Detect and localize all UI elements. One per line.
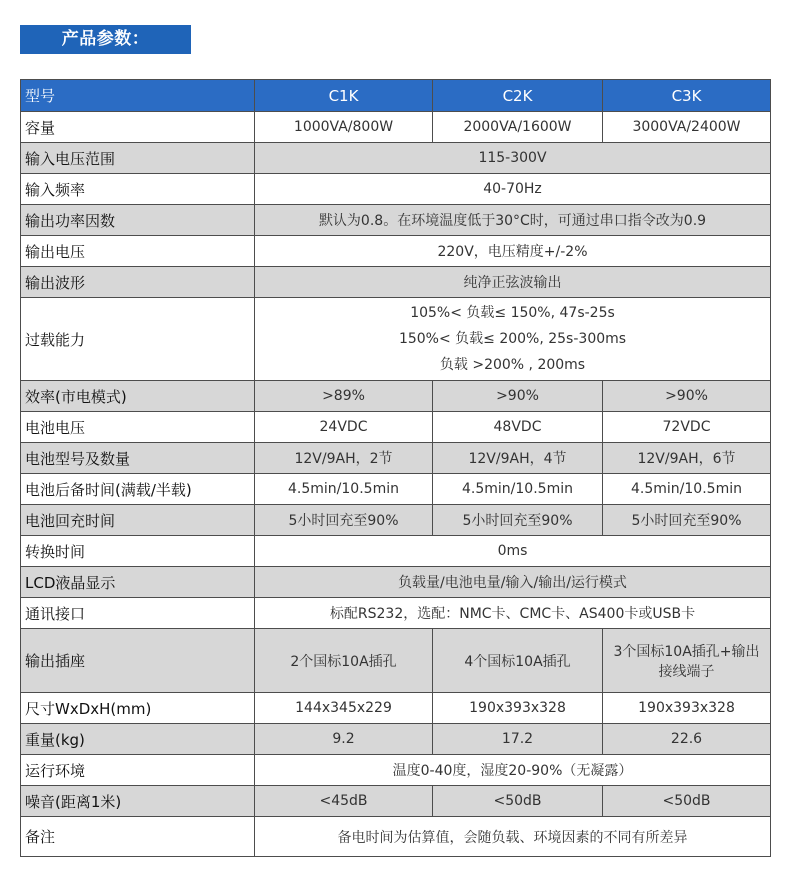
table-row-recharge-time [21, 505, 771, 536]
cell-value: 1000VA/800W [255, 112, 433, 143]
row-label: 电池回充时间 [21, 505, 255, 536]
cell-value: >89% [255, 381, 433, 412]
cell-value: 温度0-40度，湿度20-90%（无凝露） [255, 755, 771, 786]
header-label: 型号 [21, 80, 255, 112]
row-label: 通讯接口 [21, 598, 255, 629]
cell-value: 2000VA/1600W [433, 112, 603, 143]
row-label: 输出电压 [21, 236, 255, 267]
row-label: 输入频率 [21, 174, 255, 205]
cell-value: 2个国标10A插孔 [255, 629, 433, 693]
cell-value: 190x393x328 [603, 693, 771, 724]
cell-value: 48VDC [433, 412, 603, 443]
row-label: 输入电压范围 [21, 143, 255, 174]
cell-value: 24VDC [255, 412, 433, 443]
cell-value: 标配RS232，选配：NMC卡、CMC卡、AS400卡或USB卡 [255, 598, 771, 629]
cell-value: 144x345x229 [255, 693, 433, 724]
table-row-capacity [21, 112, 771, 143]
table-row-output-waveform [21, 267, 771, 298]
table-row-noise [21, 786, 771, 817]
table-row-transfer-time [21, 536, 771, 567]
row-label: 噪音(距离1米) [21, 786, 255, 817]
table-row-battery-voltage [21, 412, 771, 443]
row-label: 电池型号及数量 [21, 443, 255, 474]
cell-value: >90% [603, 381, 771, 412]
cell-value: <50dB [433, 786, 603, 817]
row-label: 尺寸WxDxH(mm) [21, 693, 255, 724]
row-label: 效率(市电模式) [21, 381, 255, 412]
spec-table [20, 79, 771, 857]
section-title: 产品参数： [20, 25, 191, 54]
cell-value: 12V/9AH，2节 [255, 443, 433, 474]
table-row-efficiency [21, 381, 771, 412]
row-label: 输出功率因数 [21, 205, 255, 236]
table-row-output-power-factor [21, 205, 771, 236]
table-row-input-frequency [21, 174, 771, 205]
cell-value: 3000VA/2400W [603, 112, 771, 143]
table-row-input-voltage [21, 143, 771, 174]
cell-value: 4个国标10A插孔 [433, 629, 603, 693]
overload-line: 105%< 负载≤ 150%, 47s-25s [410, 305, 615, 321]
cell-value: 9.2 [255, 724, 433, 755]
row-label: 容量 [21, 112, 255, 143]
cell-value: 4.5min/10.5min [255, 474, 433, 505]
cell-value: 4.5min/10.5min [603, 474, 771, 505]
header-model: C3K [603, 80, 771, 112]
cell-value-multiline [255, 298, 771, 381]
cell-value: 备电时间为估算值，会随负载、环境因素的不同有所差异 [255, 817, 771, 857]
row-label: 重量(kg) [21, 724, 255, 755]
cell-value: 默认为0.8。在环境温度低于30°C时，可通过串口指令改为0.9 [255, 205, 771, 236]
row-label: 电池后备时间(满载/半载) [21, 474, 255, 505]
table-row-overload [21, 298, 771, 381]
cell-value: 5小时回充至90% [255, 505, 433, 536]
table-row-output-voltage [21, 236, 771, 267]
header-model: C1K [255, 80, 433, 112]
cell-value: >90% [433, 381, 603, 412]
cell-value: 190x393x328 [433, 693, 603, 724]
table-row-environment [21, 755, 771, 786]
cell-value: 纯净正弦波输出 [255, 267, 771, 298]
cell-value: 5小时回充至90% [603, 505, 771, 536]
header-model: C2K [433, 80, 603, 112]
row-label: LCD液晶显示 [21, 567, 255, 598]
cell-value: <45dB [255, 786, 433, 817]
overload-line: 负载 >200% , 200ms [439, 357, 586, 373]
table-row-dimensions [21, 693, 771, 724]
cell-value: 12V/9AH，6节 [603, 443, 771, 474]
cell-value: 115-300V [255, 143, 771, 174]
cell-value: 12V/9AH，4节 [433, 443, 603, 474]
row-label: 输出波形 [21, 267, 255, 298]
cell-value: <50dB [603, 786, 771, 817]
row-label: 过载能力 [21, 298, 255, 381]
row-label: 备注 [21, 817, 255, 857]
cell-value: 负载量/电池电量/输入/输出/运行模式 [255, 567, 771, 598]
table-row-lcd [21, 567, 771, 598]
table-row-outlets [21, 629, 771, 693]
cell-value: 0ms [255, 536, 771, 567]
cell-value: 3个国标10A插孔+输出接线端子 [603, 629, 771, 693]
overload-line: 150%< 负载≤ 200%, 25s-300ms [398, 331, 627, 347]
row-label: 转换时间 [21, 536, 255, 567]
cell-value: 72VDC [603, 412, 771, 443]
cell-value: 22.6 [603, 724, 771, 755]
row-label: 输出插座 [21, 629, 255, 693]
table-row-remark [21, 817, 771, 857]
row-label: 电池电压 [21, 412, 255, 443]
cell-value: 220V，电压精度+/-2% [255, 236, 771, 267]
table-row-backup-time [21, 474, 771, 505]
table-row-weight [21, 724, 771, 755]
table-row-comm [21, 598, 771, 629]
cell-value: 17.2 [433, 724, 603, 755]
table-header-row [21, 80, 771, 112]
row-label: 运行环境 [21, 755, 255, 786]
table-row-battery-model [21, 443, 771, 474]
cell-value: 40-70Hz [255, 174, 771, 205]
cell-value: 5小时回充至90% [433, 505, 603, 536]
cell-value: 4.5min/10.5min [433, 474, 603, 505]
